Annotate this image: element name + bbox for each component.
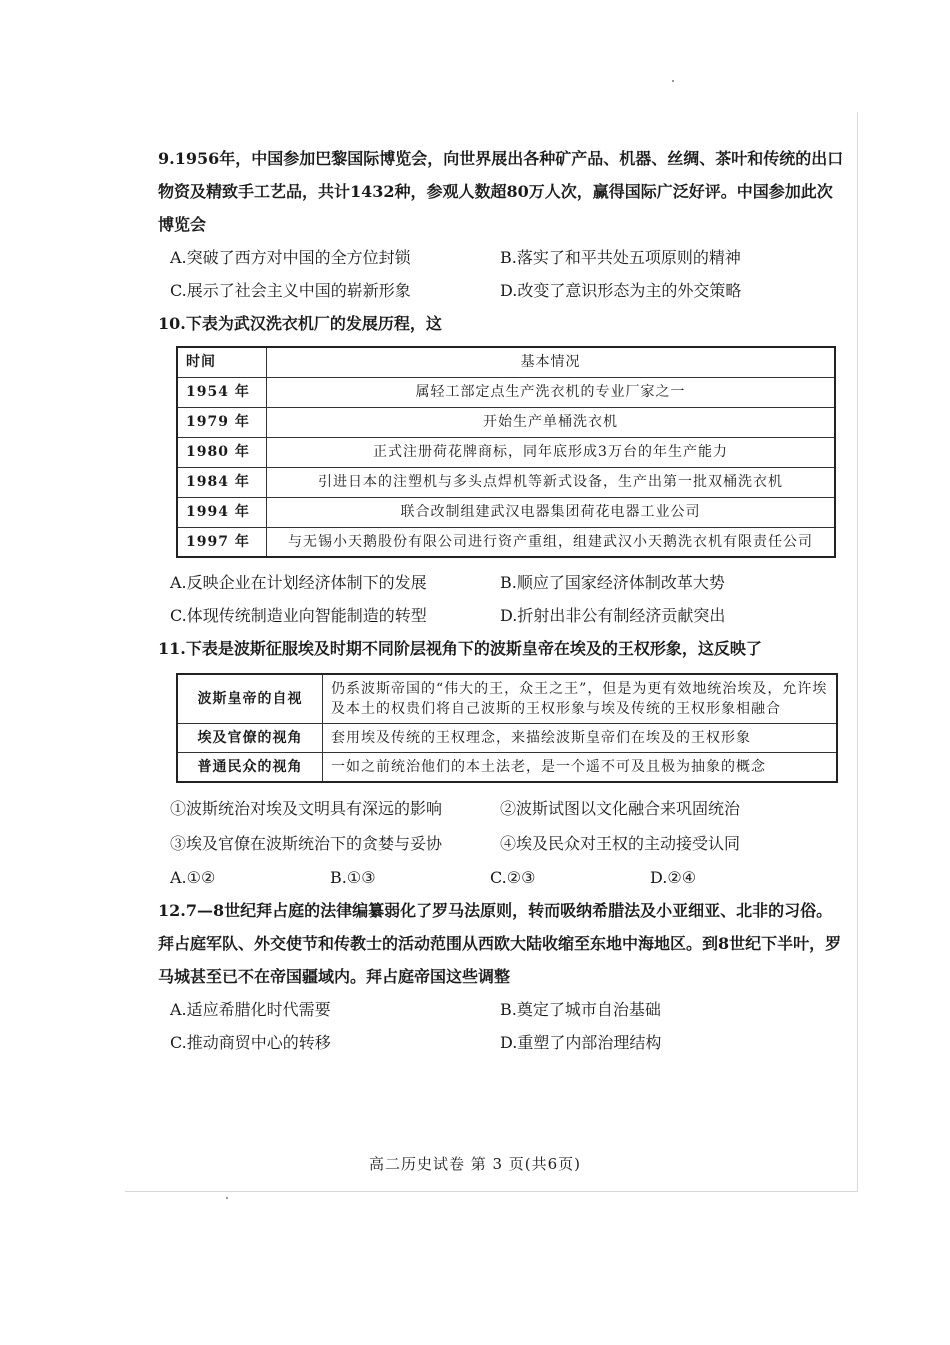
table-header-cell: 基本情况	[267, 347, 836, 377]
option-a: A.①②	[170, 868, 216, 887]
page-edge-right	[857, 112, 858, 1192]
table-row	[177, 377, 835, 407]
table-cell-year: 1979 年	[177, 407, 267, 437]
option-c: C.体现传统制造业向智能制造的转型	[170, 606, 427, 625]
table-row	[177, 724, 837, 753]
table-cell-year: 1980 年	[177, 437, 267, 467]
table-cell-info: 属轻工部定点生产洗衣机的专业厂家之一	[267, 377, 836, 407]
table-row	[177, 753, 837, 783]
page-footer: 高二历史试卷 第 3 页(共6页)	[368, 1155, 582, 1173]
option-d: D.改变了意识形态为主的外交策略	[500, 281, 742, 300]
question-12-options	[170, 993, 848, 1059]
option-c: C.②③	[490, 868, 536, 887]
statement-2: ②波斯试图以文化融合来巩固统治	[500, 799, 741, 818]
table-cell-year: 1954 年	[177, 377, 267, 407]
table-header-cell: 时间	[177, 347, 267, 377]
table-cell-year: 1994 年	[177, 497, 267, 527]
table-cell-description: 一如之前统治他们的本土法老，是一个遥不可及且极为抽象的概念	[323, 753, 838, 783]
factory-history-table	[176, 346, 836, 558]
persian-kingship-table	[176, 673, 838, 783]
question-10-stem: 10.下表为武汉洗衣机厂的发展历程，这	[158, 314, 442, 333]
table-row	[177, 407, 835, 437]
table-row	[177, 674, 837, 724]
option-c: C.展示了社会主义中国的崭新形象	[170, 281, 411, 300]
statement-3: ③埃及官僚在波斯统治下的贪婪与妥协	[170, 834, 443, 853]
option-a: A.适应希腊化时代需要	[170, 1000, 331, 1019]
table-row	[177, 527, 835, 557]
question-9	[158, 142, 848, 307]
table-row	[177, 497, 835, 527]
option-d: D.折射出非公有制经济贡献突出	[500, 606, 726, 625]
option-c: C.推动商贸中心的转移	[170, 1033, 331, 1052]
question-11-statements	[170, 791, 848, 861]
scan-speck	[226, 1197, 228, 1199]
question-11-stem: 11.下表是波斯征服埃及时期不同阶层视角下的波斯皇帝在埃及的王权形象，这反映了	[158, 639, 762, 658]
table-cell-info: 联合改制组建武汉电器集团荷花电器工业公司	[267, 497, 836, 527]
statement-1: ①波斯统治对埃及文明具有深远的影响	[170, 799, 443, 818]
option-b: B.落实了和平共处五项原则的精神	[500, 248, 741, 267]
option-b: B.①③	[330, 868, 376, 887]
statement-4: ④埃及民众对王权的主动接受认同	[500, 834, 741, 853]
question-12-stem: 12.7—8世纪拜占庭的法律编纂弱化了罗马法原则，转而吸纳希腊法及小亚细亚、北非的习俗。拜占庭军队、外交使节和传教士的活动范围从西欧大陆收缩至东地中海地区。到8世纪下半叶，罗马城甚至已不在帝国疆域内。拜占庭帝国这些调整	[158, 901, 842, 986]
table-cell-perspective: 波斯皇帝的自视	[177, 674, 323, 724]
option-b: B.奠定了城市自治基础	[500, 1000, 661, 1019]
table-cell-info: 开始生产单桶洗衣机	[267, 407, 836, 437]
option-b: B.顺应了国家经济体制改革大势	[500, 573, 725, 592]
table-cell-info: 引进日本的注塑机与多头点焊机等新式设备，生产出第一批双桶洗衣机	[267, 467, 836, 497]
page-edge-bottom	[125, 1191, 858, 1192]
question-9-options	[170, 241, 848, 307]
question-10	[158, 307, 848, 632]
table-row	[177, 467, 835, 497]
table-cell-info: 与无锡小天鹅股份有限公司进行资产重组，组建武汉小天鹅洗衣机有限责任公司	[267, 527, 836, 557]
question-10-options	[170, 566, 848, 632]
exam-content	[158, 142, 848, 1059]
scan-speck	[672, 80, 674, 82]
question-12	[158, 894, 848, 1059]
table-cell-perspective: 普通民众的视角	[177, 753, 323, 783]
table-cell-year: 1984 年	[177, 467, 267, 497]
table-cell-year: 1997 年	[177, 527, 267, 557]
option-d: D.②④	[650, 868, 697, 887]
table-cell-perspective: 埃及官僚的视角	[177, 724, 323, 753]
table-cell-description: 仍系波斯帝国的“伟大的王，众王之王”，但是为更有效地统治埃及，允许埃及本土的权贵们将自己波斯的王权形象与埃及传统的王权形象相融合	[323, 674, 838, 724]
table-row	[177, 437, 835, 467]
option-d: D.重塑了内部治理结构	[500, 1033, 662, 1052]
table-header-row	[177, 347, 835, 377]
option-a: A.反映企业在计划经济体制下的发展	[170, 573, 427, 592]
option-a: A.突破了西方对中国的全方位封锁	[170, 248, 411, 267]
question-11	[158, 632, 848, 894]
table-cell-info: 正式注册荷花牌商标，同年底形成3万台的年生产能力	[267, 437, 836, 467]
question-9-stem: 9.1956年，中国参加巴黎国际博览会，向世界展出各种矿产品、机器、丝绸、茶叶和传统的出口物资及精致手工艺品，共计1432种，参观人数超80万人次，赢得国际广泛好评。中国参加此次博览会	[158, 149, 844, 234]
table-cell-description: 套用埃及传统的王权理念，来描绘波斯皇帝们在埃及的王权形象	[323, 724, 838, 753]
question-11-options	[170, 861, 848, 894]
